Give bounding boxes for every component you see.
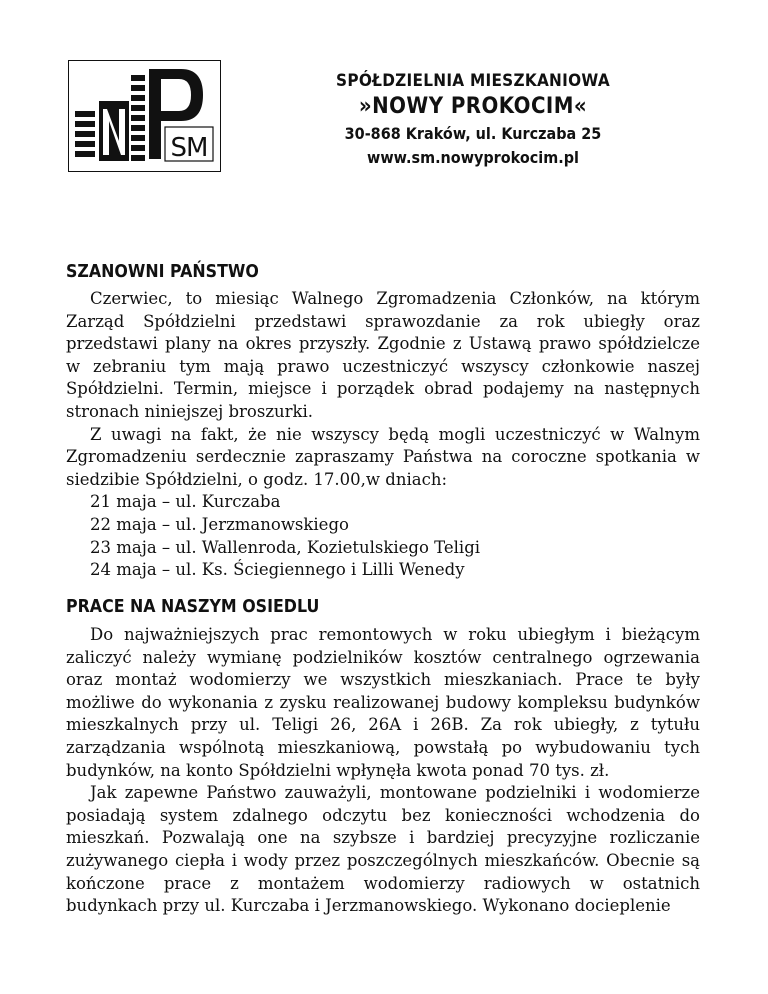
paragraph: Jak zapewne Państwo zauważyli, montowane podzielniki i wodomierze posiadają system zdalnego odczytu bez konieczności wchodzenia do mieszkań. Pozwalają one na szybsze i bardziej precyzyjne rozliczanie zużywanego ciepła i wody przez poszczególnych mieszkańców. Obecnie są kończone prace z montażem wodomierzy radiowych w ostatnich budynkach przy ul. Kurczaba i Jerzmanowskiego. Wykonano docieplenie [66, 783, 700, 916]
svg-text:SM: SM [170, 133, 208, 163]
section-body-works [66, 624, 700, 918]
cooperative-logo [68, 60, 221, 172]
paragraph: Z uwagi na fakt, że nie wszyscy będą mogli uczestniczyć w Walnym Zgromadzeniu serdecznie zapraszamy Państwa na coroczne spotkania w siedzibie Spółdzielni, o godz. 17.00,w dniach: [66, 424, 700, 489]
meeting-item: 22 maja – ul. Jerzmanowskiego [90, 514, 349, 534]
section-title-works: PRACE NA NASZYM OSIEDLU [66, 596, 320, 617]
meeting-item: 24 maja – ul. Ks. Ściegiennego i Lilli Wenedy [90, 560, 465, 580]
meeting-item: 21 maja – ul. Kurczaba [90, 492, 281, 512]
section-title-greeting: SZANOWNI PAŃSTWO [66, 261, 259, 282]
paragraph: Do najważniejszych prac remontowych w roku ubiegłym i bieżącym zaliczyć należy wymianę podzielników kosztów centralnego ogrzewania oraz montaż wodomierzy we wszystkich mieszkaniach. Prace te były możliwe do wykonania z zysku realizowanej budowy kompleksu budynków mieszkalnych przy ul. Teligi 26, 26A i 26B. Za rok ubiegły, z tytułu zarządzania wspólnotą mieszkaniową, powstałą po wybudowaniu tych budynków, na konto Spółdzielni wpłynęła kwota ponad 70 tys. zł. [66, 625, 700, 780]
organization-address: 30-868 Kraków, ul. Kurczaba 25 [344, 124, 602, 143]
meeting-item: 23 maja – ul. Wallenroda, Kozietulskiego Teligi [90, 537, 481, 557]
nps-building-logo-icon [69, 61, 219, 170]
organization-name: »NOWY PROKOCIM« [358, 94, 588, 119]
organization-label: SPÓŁDZIELNIA MIESZKANIOWA [336, 71, 610, 91]
organization-website: www.sm.nowyprokocim.pl [367, 148, 579, 167]
meeting-list [66, 491, 700, 581]
paragraph: Czerwiec, to miesiąc Walnego Zgromadzenia Członków, na którym Zarząd Spółdzielni przedstawi sprawozdanie za rok ubiegły oraz przedstawi plany na okres przyszły. Zgodnie z Ustawą prawo spółdzielcze w zebraniu tym mają prawo uczestniczyć wszyscy członkowie naszej Spółdzielni. Termin, miejsce i porządek obrad podajemy na następnych stronach niniejszej broszurki. [66, 289, 700, 421]
section-body-greeting [66, 288, 700, 582]
